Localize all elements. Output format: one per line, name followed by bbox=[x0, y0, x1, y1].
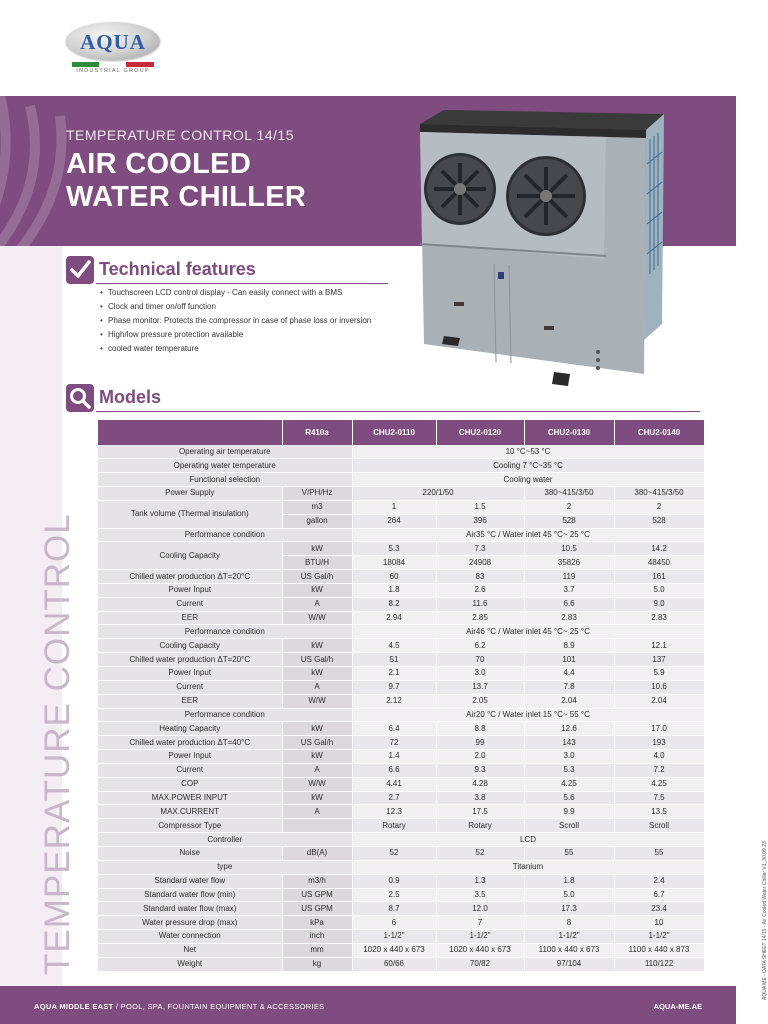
row-unit: A bbox=[282, 763, 352, 777]
row-value: 9.3 bbox=[436, 763, 524, 777]
row-value: 6 bbox=[352, 916, 436, 930]
row-value: 1100 x 440 x 873 bbox=[614, 943, 704, 957]
row-value: 83 bbox=[436, 570, 524, 584]
row-value: 52 bbox=[436, 846, 524, 860]
row-value: 2.1 bbox=[352, 667, 436, 681]
row-value: 396 bbox=[436, 514, 524, 528]
row-unit: m3 bbox=[282, 500, 352, 514]
row-value: 4.0 bbox=[614, 750, 704, 764]
row-unit: inch bbox=[282, 930, 352, 944]
row-label: Standard water flow bbox=[98, 874, 282, 888]
table-row bbox=[98, 445, 704, 459]
table-row bbox=[98, 639, 704, 653]
row-label: Standard water flow (max) bbox=[98, 902, 282, 916]
row-label: Weight bbox=[98, 957, 282, 971]
table-row bbox=[98, 833, 704, 847]
row-value: 6.7 bbox=[614, 888, 704, 902]
row-value: 10 bbox=[614, 916, 704, 930]
feature-item: • Clock and timer on/off function bbox=[100, 302, 380, 311]
row-value: 2.04 bbox=[614, 694, 704, 708]
row-label: Power Supply bbox=[98, 487, 282, 501]
footer-text bbox=[34, 1002, 324, 1011]
row-value: 2.05 bbox=[436, 694, 524, 708]
row-unit: mm bbox=[282, 943, 352, 957]
row-value: 2.83 bbox=[524, 611, 614, 625]
row-value: Air20 °C / Water inlet 15 °C~ 55 °C bbox=[352, 708, 704, 722]
row-label: Heating Capacity bbox=[98, 722, 282, 736]
row-value: 0.9 bbox=[352, 874, 436, 888]
row-value: 10.6 bbox=[614, 680, 704, 694]
logo-subtitle: INDUSTRIAL GROUP bbox=[76, 68, 150, 74]
table-row bbox=[98, 860, 704, 874]
row-value: 4.25 bbox=[614, 777, 704, 791]
features-list bbox=[100, 288, 380, 358]
row-value: 7 bbox=[436, 916, 524, 930]
row-value: 3.5 bbox=[436, 888, 524, 902]
row-value: 8.2 bbox=[352, 597, 436, 611]
table-row bbox=[98, 777, 704, 791]
row-label: type bbox=[98, 860, 352, 874]
row-value: 2.94 bbox=[352, 611, 436, 625]
features-divider bbox=[96, 283, 388, 284]
row-value: 1020 x 440 x 673 bbox=[436, 943, 524, 957]
row-unit: US Gal/h bbox=[282, 736, 352, 750]
search-icon bbox=[66, 384, 94, 412]
row-value: 23.4 bbox=[614, 902, 704, 916]
row-label: Functional selection bbox=[98, 473, 352, 487]
row-value: 18084 bbox=[352, 556, 436, 570]
row-label: Power Input bbox=[98, 750, 282, 764]
title-line-1: AIR COOLED bbox=[66, 148, 252, 180]
row-value: 9.7 bbox=[352, 680, 436, 694]
row-value: 8.7 bbox=[352, 902, 436, 916]
models-heading: Models bbox=[99, 387, 162, 407]
row-label: Performance condition bbox=[98, 625, 352, 639]
row-unit: kW bbox=[282, 722, 352, 736]
table-row bbox=[98, 611, 704, 625]
row-label: Noise bbox=[98, 846, 282, 860]
row-value: 6.6 bbox=[352, 763, 436, 777]
row-label: Chilled water production ΔT=20°C bbox=[98, 570, 282, 584]
row-unit: US Gal/h bbox=[282, 570, 352, 584]
row-value: 8.8 bbox=[436, 722, 524, 736]
page-footer bbox=[0, 986, 736, 1024]
row-value: 60/66 bbox=[352, 957, 436, 971]
row-unit: kW bbox=[282, 750, 352, 764]
row-unit: m3/h bbox=[282, 874, 352, 888]
row-value: 1100 x 440 x 673 bbox=[524, 943, 614, 957]
row-unit: A bbox=[282, 597, 352, 611]
row-value: 1.5 bbox=[436, 500, 524, 514]
row-value: 12.1 bbox=[614, 639, 704, 653]
table-row bbox=[98, 667, 704, 681]
row-value: 12.0 bbox=[436, 902, 524, 916]
row-value: 24908 bbox=[436, 556, 524, 570]
row-value: 1.4 bbox=[352, 750, 436, 764]
row-value: 5.0 bbox=[614, 583, 704, 597]
row-value: 528 bbox=[614, 514, 704, 528]
row-value: 143 bbox=[524, 736, 614, 750]
header-model: CHU2-0120 bbox=[436, 420, 524, 445]
row-value: 220/1/50 bbox=[352, 487, 524, 501]
side-watermark: TEMPERATURE CONTROL bbox=[38, 513, 77, 975]
table-row bbox=[98, 750, 704, 764]
feature-item: • Touchscreen LCD control display - Can easily connect with a BMS bbox=[100, 288, 380, 297]
row-value: 13.7 bbox=[436, 680, 524, 694]
row-value: 99 bbox=[436, 736, 524, 750]
row-value: 3.7 bbox=[524, 583, 614, 597]
table-row bbox=[98, 819, 704, 833]
row-value: 6.4 bbox=[352, 722, 436, 736]
row-value: 2 bbox=[614, 500, 704, 514]
row-value: 4.41 bbox=[352, 777, 436, 791]
row-value: 10.5 bbox=[524, 542, 614, 556]
table-row bbox=[98, 916, 704, 930]
row-label: Chilled water production ΔT=40°C bbox=[98, 736, 282, 750]
row-value: 1020 x 440 x 673 bbox=[352, 943, 436, 957]
page-subtitle: TEMPERATURE CONTROL 14/15 bbox=[66, 127, 294, 143]
row-value: 55 bbox=[524, 846, 614, 860]
page-title bbox=[66, 148, 306, 214]
row-value: Air35 °C / Water inlet 45 °C~ 25 °C bbox=[352, 528, 704, 542]
row-value: 1 bbox=[352, 500, 436, 514]
row-value: 12.3 bbox=[352, 805, 436, 819]
row-unit: US GPM bbox=[282, 888, 352, 902]
row-value: 2.83 bbox=[614, 611, 704, 625]
row-value: 7.3 bbox=[436, 542, 524, 556]
table-row bbox=[98, 694, 704, 708]
feature-item: • High/low pressure protection available bbox=[100, 330, 380, 339]
row-value: 7.2 bbox=[614, 763, 704, 777]
table-row bbox=[98, 653, 704, 667]
table-row bbox=[98, 473, 704, 487]
row-value: 5.9 bbox=[614, 667, 704, 681]
row-label: Net bbox=[98, 943, 282, 957]
document-id: AQUA ME - DATA SHEET 14/15 - Air Cooled Water Chiller V1_30.09.23 bbox=[762, 841, 768, 1000]
row-value: 137 bbox=[614, 653, 704, 667]
row-value: 193 bbox=[614, 736, 704, 750]
row-value: 9.0 bbox=[614, 597, 704, 611]
footer-website-link[interactable]: AQUA-ME.AE bbox=[653, 1002, 702, 1011]
row-label: Power Input bbox=[98, 583, 282, 597]
row-value: Cooling water bbox=[352, 473, 704, 487]
table-header-row bbox=[98, 420, 704, 445]
row-value: Rotary bbox=[436, 819, 524, 833]
row-label: Water pressure drop (max) bbox=[98, 916, 282, 930]
row-value: 9.9 bbox=[524, 805, 614, 819]
table-row bbox=[98, 542, 704, 556]
row-unit: W/W bbox=[282, 694, 352, 708]
checkmark-icon bbox=[66, 256, 94, 284]
row-label: Controller bbox=[98, 833, 352, 847]
row-unit: kW bbox=[282, 667, 352, 681]
row-value: 6.2 bbox=[436, 639, 524, 653]
row-value: 17.5 bbox=[436, 805, 524, 819]
table-row bbox=[98, 846, 704, 860]
row-label: Power Input bbox=[98, 667, 282, 681]
row-label: Compressor Type bbox=[98, 819, 282, 833]
feature-item: • cooled water temperature bbox=[100, 344, 380, 353]
row-value: 35826 bbox=[524, 556, 614, 570]
row-value: 4.25 bbox=[524, 777, 614, 791]
row-value: 5.6 bbox=[524, 791, 614, 805]
row-unit: dB(A) bbox=[282, 846, 352, 860]
row-unit: A bbox=[282, 680, 352, 694]
table-row bbox=[98, 500, 704, 514]
row-value: Rotary bbox=[352, 819, 436, 833]
row-value: 51 bbox=[352, 653, 436, 667]
row-value: 11.6 bbox=[436, 597, 524, 611]
models-spec-table bbox=[98, 420, 705, 972]
header-model: CHU2-0110 bbox=[352, 420, 436, 445]
row-label: Performance condition bbox=[98, 708, 352, 722]
row-unit: kW bbox=[282, 639, 352, 653]
row-value: 10 °C~53 °C bbox=[352, 445, 704, 459]
row-value: 48450 bbox=[614, 556, 704, 570]
row-label: Standard water flow (min) bbox=[98, 888, 282, 902]
table-row bbox=[98, 680, 704, 694]
row-label: Cooling Capacity bbox=[98, 542, 282, 570]
table-row bbox=[98, 528, 704, 542]
row-unit: kPa bbox=[282, 916, 352, 930]
header-blank bbox=[98, 420, 282, 445]
table-row bbox=[98, 625, 704, 639]
row-value: 3.0 bbox=[436, 667, 524, 681]
row-value: 101 bbox=[524, 653, 614, 667]
row-unit: W/W bbox=[282, 611, 352, 625]
row-value: 119 bbox=[524, 570, 614, 584]
row-value: 60 bbox=[352, 570, 436, 584]
row-unit: A bbox=[282, 805, 352, 819]
row-value: 1-1/2" bbox=[436, 930, 524, 944]
table-row bbox=[98, 459, 704, 473]
row-label: Tank volume (Thermal insulation) bbox=[98, 500, 282, 528]
row-value: 4.5 bbox=[352, 639, 436, 653]
row-value: 12.6 bbox=[524, 722, 614, 736]
row-unit: kg bbox=[282, 957, 352, 971]
row-value: 2.7 bbox=[352, 791, 436, 805]
row-value: Air46 °C / Water inlet 45 °C~ 25 °C bbox=[352, 625, 704, 639]
row-unit: kW bbox=[282, 583, 352, 597]
row-unit: W/W bbox=[282, 777, 352, 791]
table-row bbox=[98, 708, 704, 722]
row-value: 264 bbox=[352, 514, 436, 528]
table-row bbox=[98, 597, 704, 611]
row-value: 1-1/2" bbox=[614, 930, 704, 944]
row-unit: US Gal/h bbox=[282, 653, 352, 667]
company-logo bbox=[64, 22, 162, 74]
row-label: Chilled water production ΔT=20°C bbox=[98, 653, 282, 667]
row-value: 72 bbox=[352, 736, 436, 750]
row-value: 55 bbox=[614, 846, 704, 860]
row-value: 17.3 bbox=[524, 902, 614, 916]
row-value: 5.3 bbox=[352, 542, 436, 556]
row-value: 2.04 bbox=[524, 694, 614, 708]
row-unit: kW bbox=[282, 791, 352, 805]
table-row bbox=[98, 957, 704, 971]
logo-text: AQUA bbox=[80, 30, 146, 54]
table-row bbox=[98, 888, 704, 902]
row-value: 3.8 bbox=[436, 791, 524, 805]
row-value: 2.85 bbox=[436, 611, 524, 625]
row-label: MAX.CURRENT bbox=[98, 805, 282, 819]
row-value: Scroll bbox=[524, 819, 614, 833]
row-value: 17.0 bbox=[614, 722, 704, 736]
row-label: Current bbox=[98, 680, 282, 694]
row-value: 1.8 bbox=[352, 583, 436, 597]
row-label: COP bbox=[98, 777, 282, 791]
row-value: 380~415/3/50 bbox=[614, 487, 704, 501]
features-heading: Technical features bbox=[99, 259, 256, 279]
header-refrigerant: R410a bbox=[282, 420, 352, 445]
models-divider bbox=[96, 411, 700, 412]
row-value: 8 bbox=[524, 916, 614, 930]
table-row bbox=[98, 763, 704, 777]
row-unit: kW bbox=[282, 542, 352, 556]
row-value: 4.4 bbox=[524, 667, 614, 681]
table-row bbox=[98, 943, 704, 957]
row-value: 3.0 bbox=[524, 750, 614, 764]
row-value: 2.6 bbox=[436, 583, 524, 597]
row-label: EER bbox=[98, 611, 282, 625]
table-row bbox=[98, 583, 704, 597]
table-row bbox=[98, 570, 704, 584]
title-line-2: WATER CHILLER bbox=[66, 181, 307, 213]
row-value: 380~415/3/50 bbox=[524, 487, 614, 501]
row-label: MAX.POWER INPUT bbox=[98, 791, 282, 805]
row-value: Cooling 7 °C~35 °C bbox=[352, 459, 704, 473]
row-value: Scroll bbox=[614, 819, 704, 833]
table-row bbox=[98, 487, 704, 501]
header-model: CHU2-0140 bbox=[614, 420, 704, 445]
row-value: 5.3 bbox=[524, 763, 614, 777]
table-row bbox=[98, 736, 704, 750]
table-row bbox=[98, 930, 704, 944]
row-value: 70 bbox=[436, 653, 524, 667]
row-value: Titanium bbox=[352, 860, 704, 874]
row-unit: US GPM bbox=[282, 902, 352, 916]
table-row bbox=[98, 805, 704, 819]
row-value: 8.9 bbox=[524, 639, 614, 653]
row-value: 2 bbox=[524, 500, 614, 514]
row-value: 2.12 bbox=[352, 694, 436, 708]
row-value: 161 bbox=[614, 570, 704, 584]
footer-company: AQUA MIDDLE EAST bbox=[34, 1002, 114, 1011]
row-value: 528 bbox=[524, 514, 614, 528]
footer-tagline: / POOL, SPA, FOUNTAIN EQUIPMENT & ACCESSORIES bbox=[113, 1002, 325, 1011]
row-value: 2.4 bbox=[614, 874, 704, 888]
row-value: 4.28 bbox=[436, 777, 524, 791]
row-value: 110/122 bbox=[614, 957, 704, 971]
row-label: Cooling Capacity bbox=[98, 639, 282, 653]
row-value: 6.6 bbox=[524, 597, 614, 611]
table-row bbox=[98, 722, 704, 736]
row-value: 1-1/2" bbox=[352, 930, 436, 944]
chiller-product-image bbox=[414, 104, 666, 394]
row-label: Water connection bbox=[98, 930, 282, 944]
row-value: 14.2 bbox=[614, 542, 704, 556]
row-unit bbox=[282, 819, 352, 833]
feature-item: • Phase monitor: Protects the compressor in case of phase loss or inversion bbox=[100, 316, 380, 325]
row-value: 1.3 bbox=[436, 874, 524, 888]
row-label: EER bbox=[98, 694, 282, 708]
row-label: Current bbox=[98, 763, 282, 777]
row-value: 97/104 bbox=[524, 957, 614, 971]
row-value: 7.8 bbox=[524, 680, 614, 694]
row-label: Operating water temperature bbox=[98, 459, 352, 473]
table-row bbox=[98, 791, 704, 805]
row-label: Operating air temperature bbox=[98, 445, 352, 459]
row-label: Current bbox=[98, 597, 282, 611]
row-value: 2.5 bbox=[352, 888, 436, 902]
row-value: 52 bbox=[352, 846, 436, 860]
row-label: Performance condition bbox=[98, 528, 352, 542]
row-value: LCD bbox=[352, 833, 704, 847]
row-value: 7.5 bbox=[614, 791, 704, 805]
row-value: 1.8 bbox=[524, 874, 614, 888]
row-unit: BTU/H bbox=[282, 556, 352, 570]
logo-flag-stripe bbox=[72, 62, 154, 67]
table-row bbox=[98, 874, 704, 888]
table-row bbox=[98, 902, 704, 916]
row-value: 70/82 bbox=[436, 957, 524, 971]
row-unit: V/PH/Hz bbox=[282, 487, 352, 501]
row-value: 13.5 bbox=[614, 805, 704, 819]
header-model: CHU2-0130 bbox=[524, 420, 614, 445]
row-value: 2.0 bbox=[436, 750, 524, 764]
row-unit: gallon bbox=[282, 514, 352, 528]
row-value: 1-1/2" bbox=[524, 930, 614, 944]
row-value: 5.0 bbox=[524, 888, 614, 902]
